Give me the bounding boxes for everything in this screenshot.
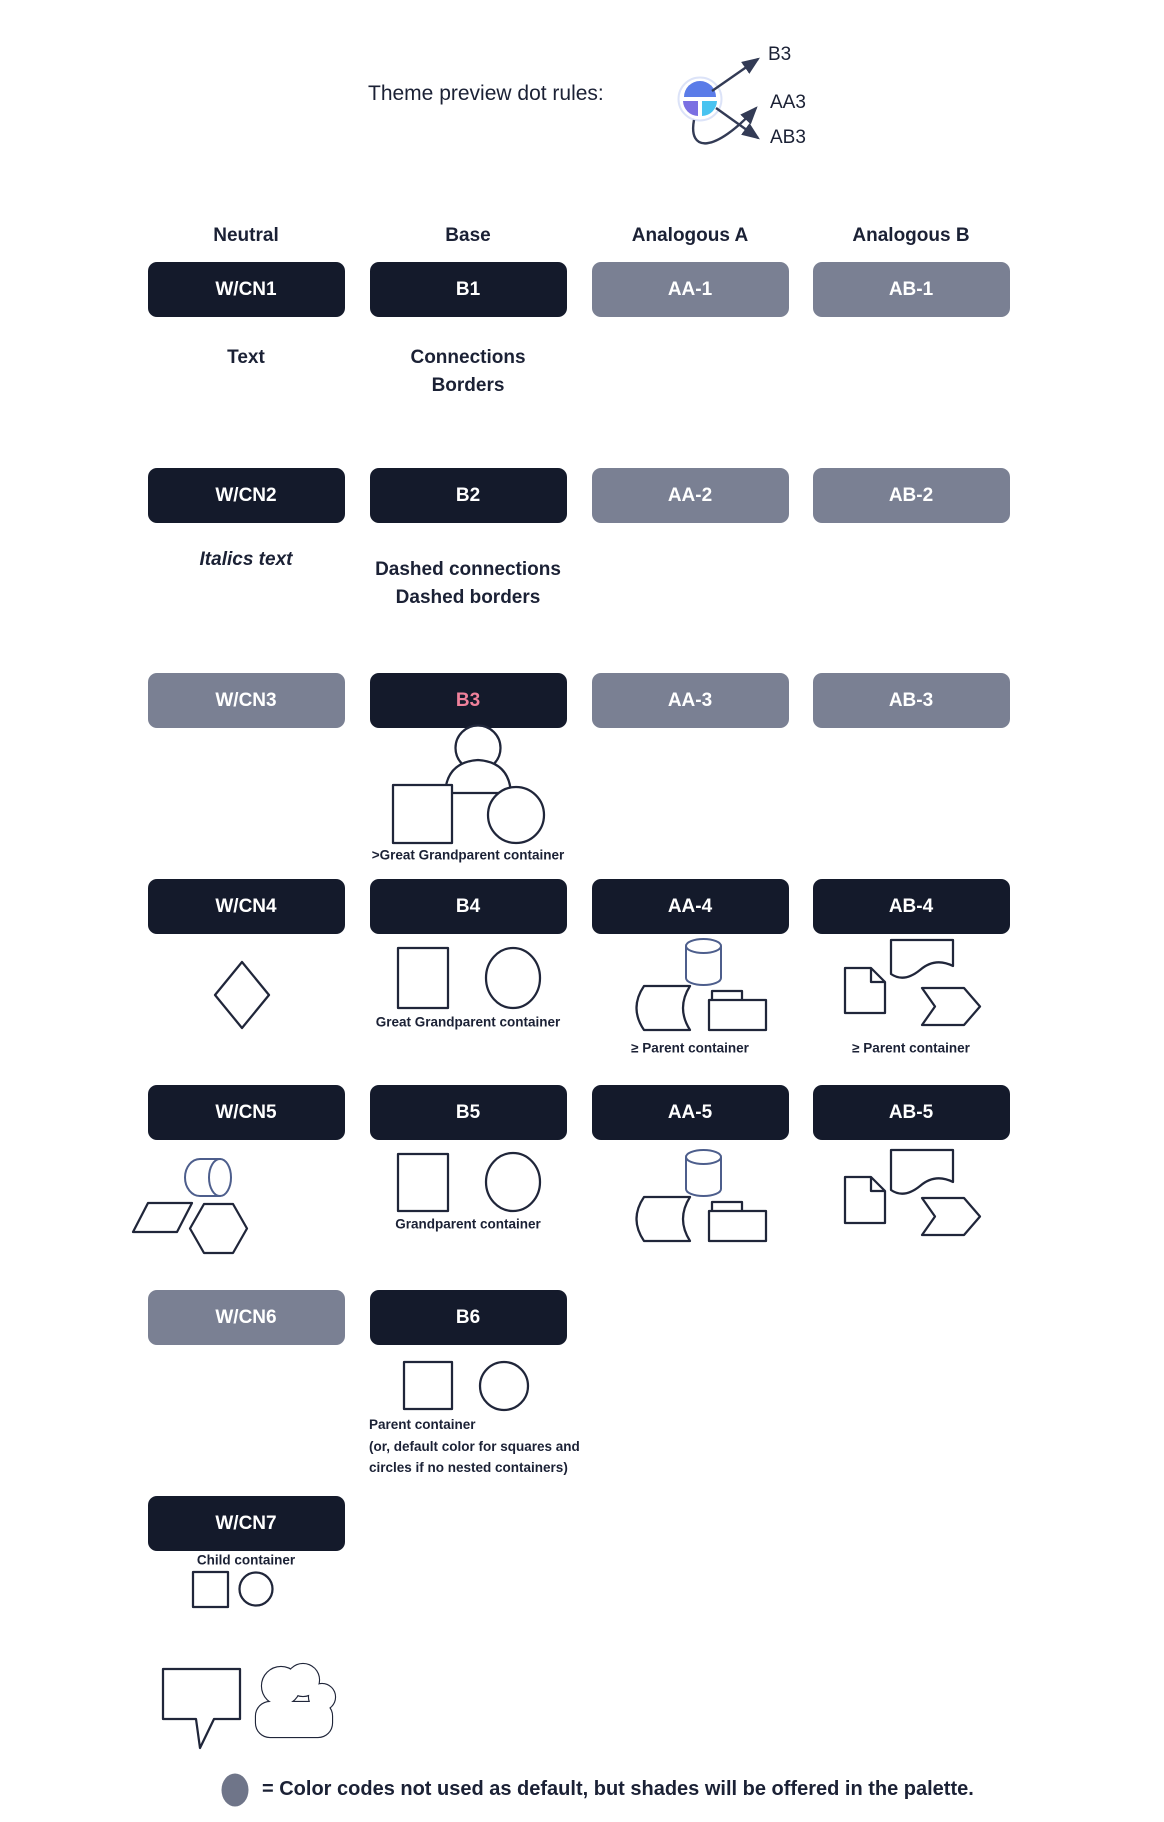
stored-data-icon bbox=[637, 986, 691, 1030]
b6-note-line: circles if no nested containers) bbox=[369, 1460, 568, 1475]
wcn7-figure bbox=[163, 1572, 335, 1748]
swatch-aa-2: AA-2 bbox=[592, 468, 789, 523]
dot-label-b3: B3 bbox=[768, 44, 792, 65]
annotation-parent-container: ≥ Parent container bbox=[852, 1040, 970, 1056]
horizontal-cylinder-icon bbox=[185, 1159, 231, 1196]
aa4-figure bbox=[637, 939, 767, 1030]
annotation-connections: Connections bbox=[410, 347, 526, 368]
legend-text: = Color codes not used as default, but shades will be offered in the palette. bbox=[262, 1778, 974, 1800]
swatch-ab-2: AB-2 bbox=[813, 468, 1010, 523]
stored-data-icon bbox=[637, 1197, 691, 1241]
swatch-b6: B6 bbox=[370, 1290, 567, 1345]
chevron-pennant-icon bbox=[922, 1198, 980, 1235]
folder-icon bbox=[709, 1202, 766, 1241]
square-icon bbox=[398, 948, 448, 1008]
annotation-grandparent-container: Grandparent container bbox=[395, 1216, 541, 1232]
circle-icon bbox=[240, 1573, 273, 1606]
ab4-figure bbox=[845, 940, 980, 1025]
page-title: Theme preview dot rules: bbox=[368, 82, 604, 105]
speech-bubble-icon bbox=[163, 1669, 240, 1748]
swatch-ab-3: AB-3 bbox=[813, 673, 1010, 728]
annotation-child-container: Child container bbox=[196, 1552, 296, 1568]
note-icon bbox=[845, 1177, 885, 1223]
b6-note-line: (or, default color for squares and bbox=[369, 1438, 580, 1454]
annotation-text: Text bbox=[227, 347, 265, 368]
wcn5-figure bbox=[133, 1159, 247, 1253]
annotation-great-grandparent-container: Great Grandparent container bbox=[375, 1014, 561, 1030]
square-icon bbox=[398, 1154, 448, 1211]
square-icon bbox=[393, 785, 452, 843]
swatch-w-cn4: W/CN4 bbox=[148, 879, 345, 934]
b6-figure bbox=[404, 1362, 528, 1410]
wavy-document-icon bbox=[891, 940, 953, 978]
column-header-base: Base bbox=[445, 225, 491, 246]
swatch-w-cn3: W/CN3 bbox=[148, 673, 345, 728]
swatch-ab-5: AB-5 bbox=[813, 1085, 1010, 1140]
swatch-aa-5: AA-5 bbox=[592, 1085, 789, 1140]
swatch-w-cn2: W/CN2 bbox=[148, 468, 345, 523]
annotation-italics-text: Italics text bbox=[199, 549, 293, 570]
wcn4-diamond-icon bbox=[215, 962, 269, 1028]
aa5-figure bbox=[637, 1150, 767, 1241]
circle-icon bbox=[480, 1362, 528, 1410]
ellipse-icon bbox=[486, 1153, 540, 1211]
person-body-icon bbox=[445, 760, 511, 793]
square-icon bbox=[193, 1572, 228, 1607]
b3-figure bbox=[393, 726, 544, 844]
column-header-neutral: Neutral bbox=[213, 225, 279, 246]
legend-dot-icon bbox=[222, 1774, 249, 1807]
b4-figure bbox=[398, 948, 540, 1008]
parallelogram-icon bbox=[133, 1203, 192, 1232]
annotation-borders: Borders bbox=[431, 375, 505, 396]
swatch-w-cn7: W/CN7 bbox=[148, 1496, 345, 1551]
b6-note-line: Parent container bbox=[369, 1417, 476, 1432]
dot-label-ab3: AB3 bbox=[770, 127, 806, 148]
column-header-analogous-a: Analogous A bbox=[631, 225, 749, 246]
dot-label-aa3: AA3 bbox=[770, 92, 806, 113]
swatch-w-cn6: W/CN6 bbox=[148, 1290, 345, 1345]
swatch-ab-4: AB-4 bbox=[813, 879, 1010, 934]
annotation-great-grandparent-container: >Great Grandparent container bbox=[371, 847, 565, 863]
cylinder-icon bbox=[686, 1150, 721, 1196]
annotation-parent-container: ≥ Parent container bbox=[631, 1040, 749, 1056]
cloud-icon bbox=[256, 1664, 335, 1737]
b5-figure bbox=[398, 1153, 540, 1211]
column-header-analogous-b: Analogous B bbox=[852, 225, 970, 246]
swatch-w-cn1: W/CN1 bbox=[148, 262, 345, 317]
hexagon-icon bbox=[190, 1204, 247, 1253]
swatch-w-cn5: W/CN5 bbox=[148, 1085, 345, 1140]
swatch-b5: B5 bbox=[370, 1085, 567, 1140]
swatch-b2: B2 bbox=[370, 468, 567, 523]
swatch-aa-4: AA-4 bbox=[592, 879, 789, 934]
swatch-b3: B3 bbox=[370, 673, 567, 728]
swatch-b1: B1 bbox=[370, 262, 567, 317]
ellipse-icon bbox=[486, 948, 540, 1008]
circle-icon bbox=[488, 787, 544, 843]
annotation-dashed-borders: Dashed borders bbox=[395, 587, 541, 608]
annotation-dashed-connections: Dashed connections bbox=[375, 559, 561, 580]
ab5-figure bbox=[845, 1150, 980, 1235]
swatch-aa-1: AA-1 bbox=[592, 262, 789, 317]
folder-icon bbox=[709, 991, 766, 1030]
wavy-document-icon bbox=[891, 1150, 953, 1194]
swatch-ab-1: AB-1 bbox=[813, 262, 1010, 317]
swatch-b4: B4 bbox=[370, 879, 567, 934]
note-icon bbox=[845, 968, 885, 1013]
swatch-aa-3: AA-3 bbox=[592, 673, 789, 728]
cylinder-icon bbox=[686, 939, 721, 985]
square-icon bbox=[404, 1362, 452, 1409]
chevron-pennant-icon bbox=[922, 988, 980, 1025]
